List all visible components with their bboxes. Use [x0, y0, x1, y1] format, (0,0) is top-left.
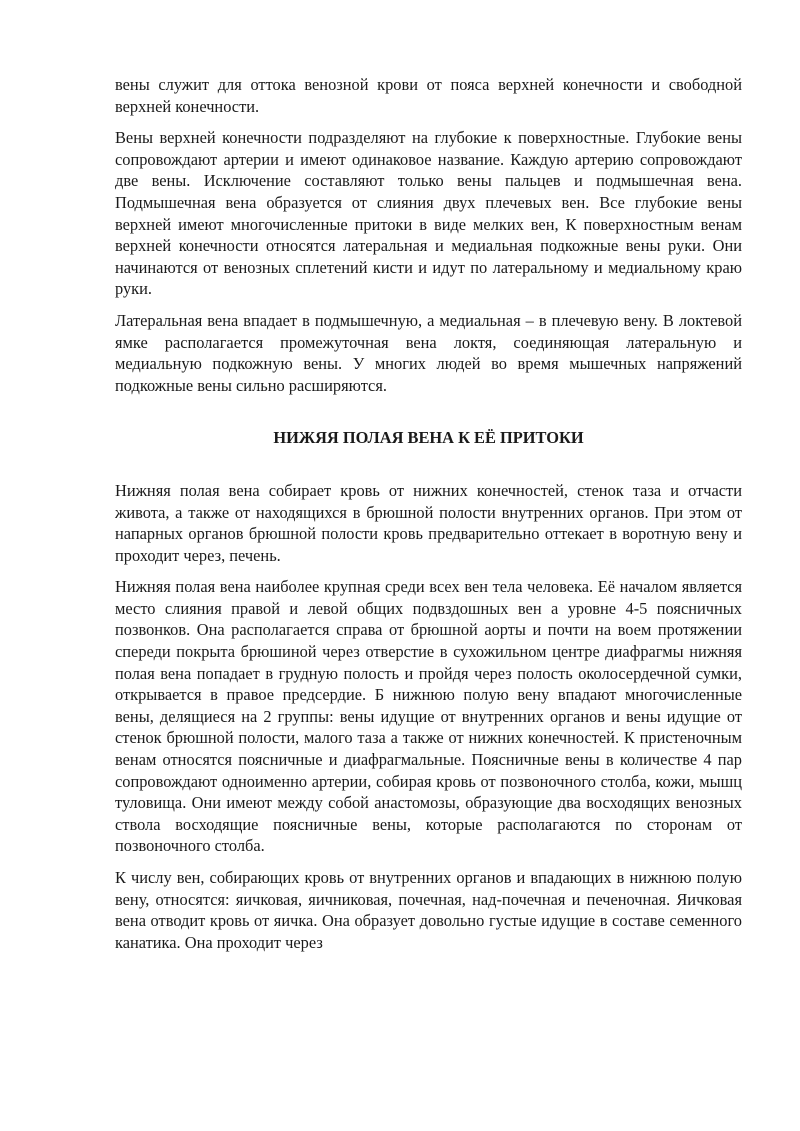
paragraph-inferior-vena-cava-intro: Нижняя полая вена собирает кровь от нижних конечностей, стенок таза и отчасти живота, а также от находящихся в брюшной полости внутренних органов. При этом от напарных органов брюшной полости кровь предварительно оттекает в воротную вену и проходит через, печень.	[115, 480, 742, 565]
section-heading: НИЖЯЯ ПОЛАЯ ВЕНА К ЕЁ ПРИТОКИ	[273, 428, 584, 448]
paragraph-lateral-vein: Латеральная вена впадает в подмышечную, а медиальная – в плечевую вену. В локтевой ямке располагается промежуточная вена локтя, соединяющая латеральную и медиальную подкожную вены. У многих людей во время мышечных напряжений подкожные вены сильно расширяются.	[115, 310, 742, 395]
paragraph-inferior-vena-cava-anatomy: Нижняя полая вена наиболее крупная среди всех вен тела человека. Её началом является место слияния правой и левой общих подвздошных вен а уровне 4-5 поясничных позвонков. Она располагается справа от брюшной аорты и почти на воем протяжении спереди покрыта брюшиной через отверстие в сухожильном центре диафрагмы нижняя полая вена попадает в грудную полость и пройдя через полость околосердечной сумки, открывается в правое предсердие. Б нижнюю полую вену впадают многочисленные вены, делящиеся на 2 группы: вены идущие от внутренних органов и вены идущие от стенок брюшной полости, малого таза а также от нижних конечностей. К пристеночным венам относятся поясничные и диафрагмальные. Поясничные вены в количестве 4 пар сопровождают одноименно артерии, собирая кровь от позвоночного столба, кожи, мышц туловища. Они имеют между собой анастомозы, образующие два восходящих венозных ствола восходящие поясничные вены, которые располагаются по сторонам от позвоночного столба.	[115, 577, 742, 856]
paragraph-visceral-veins: К числу вен, собирающих кровь от внутренних органов и впадающих в нижнюю полую вену, относятся: яичковая, яичниковая, почечная, над-почечная и печеночная. Яичковая вена отводит кровь от яичка. Она образует довольно густые идущие в составе семенного канатика. Она проходит через	[115, 868, 742, 952]
document-body	[115, 74, 742, 963]
paragraph-upper-limb-veins: Вены верхней конечности подразделяют на глубокие к поверхностные. Глубокие вены сопровождают артерии и имеют одинаковое название. Каждую артерию сопровождают две вены. Исключение составляют только вены пальцев и подмышечная вена. Подмышечная вена образуется от слияния двух плечевых вен. Все глубокие вены верхней имеют многочисленные притоки в виде мелких вен, К поверхностным венам верхней конечности относятся латеральная и медиальная подкожные вены руки. Они начинаются от венозных сплетений кисти и идут по латеральному и медиальному краю руки.	[115, 128, 742, 299]
paragraph-veins-outflow: вены служит для оттока венозной крови от пояса верхней конечности и свободной верхней конечности.	[115, 75, 742, 116]
